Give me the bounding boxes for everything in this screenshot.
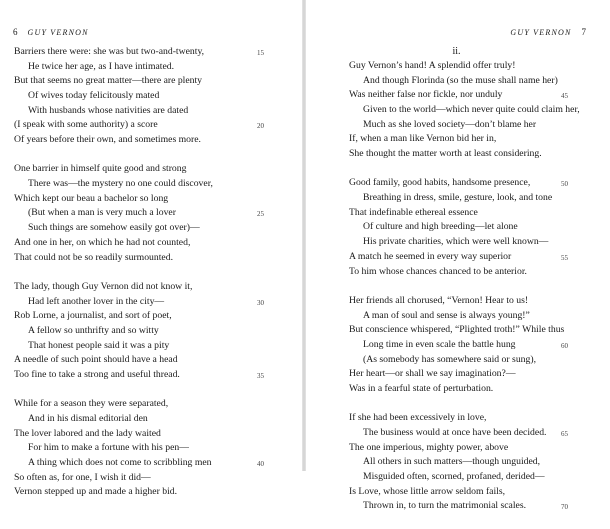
- poem-line: [349, 309, 564, 324]
- poem-line-text: Which kept our beau a bachelor so long: [14, 192, 169, 204]
- poem-line: [349, 353, 564, 368]
- poem-line-text: One barrier in himself quite good and strong: [14, 163, 187, 175]
- poem-line: [349, 411, 564, 426]
- poem-line-text: Breathing in dress, smile, gesture, look, and tone: [363, 192, 553, 204]
- line-number: 30: [257, 298, 264, 307]
- poem-line: [14, 162, 264, 177]
- poem-line: [14, 471, 264, 486]
- poem-line-text: Of culture and high breeding—let alone: [363, 221, 518, 233]
- stanza: [349, 176, 568, 279]
- poem-line-text: Had left another lover in the city—: [28, 295, 165, 307]
- poem-line-text: Is Love, whose little arrow seldom fails,: [349, 485, 506, 497]
- poem-line-text: If, when a man like Vernon bid her in,: [349, 133, 497, 145]
- poem-line-text: A thing which does not come to scribbling men: [28, 456, 212, 468]
- poem-line-text: The lover labored and the lady waited: [14, 427, 161, 439]
- line-number: 70: [561, 503, 568, 512]
- line-number: 15: [257, 49, 264, 57]
- poem-line: [349, 147, 564, 162]
- poem-line-text: There was—the mystery no one could discover,: [28, 178, 213, 190]
- poem-line: [14, 89, 264, 104]
- poem-line: [349, 470, 564, 485]
- poem-line: [349, 103, 580, 118]
- poem-line-text: So often as, for one, I wish it did—: [14, 471, 151, 483]
- poem-line: [349, 382, 564, 397]
- line-number: 55: [561, 253, 568, 262]
- poem-line-text: Was neither false nor fickle, nor unduly: [349, 89, 503, 101]
- poem-line-text: Her friends all chorused, “Vernon! Hear to us!: [349, 294, 529, 306]
- poem-line-text: Thrown in, to turn the matrimonial scales.: [363, 500, 527, 512]
- poem-line: [14, 251, 264, 266]
- poem-line: [349, 220, 564, 235]
- poem-line: [349, 206, 564, 221]
- poem-line: [14, 45, 264, 60]
- poem-line-text: (But when a man is very much a lover: [28, 207, 176, 219]
- poem-line: [14, 441, 264, 456]
- stanza: [349, 294, 568, 397]
- left-page-number: 6: [13, 27, 18, 37]
- poem-line: [14, 456, 264, 471]
- poem-line: [14, 118, 264, 133]
- poem-line: [14, 427, 264, 442]
- poem-line-text: But that seems no great matter—there are plenty: [14, 75, 203, 87]
- poem-line-text: Guy Vernon’s hand! A splendid offer truly!: [349, 60, 516, 71]
- poem-line-text: Too fine to take a strong and useful thread.: [14, 368, 180, 380]
- poem-line-text: And one in her, on which he had not counted,: [14, 236, 191, 248]
- poem-line-text: Rob Lorne, a journalist, and sort of poet,: [14, 310, 172, 322]
- poem-line: [349, 191, 564, 206]
- left-running-head: [13, 27, 89, 37]
- poem-line: [349, 367, 564, 382]
- poem-line: [349, 338, 568, 353]
- poem-line: [349, 74, 564, 89]
- poem-line-text: Much as she loved society—don’t blame her: [363, 118, 537, 130]
- poem-line-text: While for a season they were separated,: [14, 398, 169, 410]
- poem-line-text: That could not be so readily surmounted.: [14, 251, 174, 263]
- poem-line: [349, 235, 564, 250]
- line-number: 45: [561, 92, 568, 101]
- poem-line: [349, 176, 568, 191]
- poem-line-text: Was in a fearful state of perturbation.: [349, 382, 494, 394]
- stanza: [14, 162, 264, 265]
- poem-line-text: And in his dismal editorial den: [28, 412, 148, 424]
- line-number: 65: [561, 429, 568, 438]
- poem-line: [349, 441, 564, 456]
- poem-line: [14, 236, 264, 251]
- poem-line: [14, 221, 264, 236]
- poem-line: [349, 265, 564, 280]
- poem-line-text: But conscience whispered, “Plighted troth!” While thus: [349, 324, 565, 336]
- poem-line-text: The business would at once have been decided.: [363, 426, 547, 438]
- line-number: 60: [561, 341, 568, 350]
- right-page: [306, 0, 610, 512]
- poem-line-text: A man of soul and sense is always young!”: [363, 309, 530, 321]
- right-page-number: 7: [581, 27, 586, 37]
- poem-line-text: That honest people said it was a pity: [28, 339, 170, 351]
- poem-line: [349, 426, 568, 441]
- poem-line-text: Such things are somehow easily got over)—: [28, 222, 200, 234]
- poem-line-text: A match he seemed in every way superior: [349, 250, 512, 262]
- line-number: 20: [257, 122, 264, 131]
- poem-line-text: A fellow so unthrifty and so witty: [28, 324, 159, 336]
- poem-line: [349, 118, 564, 133]
- poem-line-text: With husbands whose nativities are dated: [28, 104, 189, 116]
- poem-line-text: Her heart—or shall we say imagination?—: [349, 368, 516, 380]
- poem-line: [14, 353, 264, 368]
- poem-line-text: Good family, good habits, handsome presence,: [349, 177, 531, 189]
- right-running-title: GUY VERNON: [510, 28, 572, 37]
- poem-line-text: Of years before their own, and sometimes more.: [14, 134, 201, 146]
- poem-line-text: A needle of such point should have a head: [14, 354, 178, 366]
- poem-line-text: Misguided often, scorned, profaned, derided—: [363, 470, 545, 482]
- poem-line: [14, 339, 264, 354]
- poem-line-text: All others in such matters—though unguided,: [363, 456, 541, 468]
- poem-line-text: Given to the world—which never quite could claim her,: [363, 104, 580, 116]
- poem-line: [14, 295, 264, 310]
- poem-line-text: If she had been excessively in love,: [349, 412, 487, 424]
- right-poem-body: [349, 45, 580, 529]
- right-running-head: [510, 27, 586, 37]
- poem-line: [349, 59, 564, 74]
- poem-line: [14, 309, 264, 324]
- poem-line-text: Long time in even scale the battle hung: [363, 338, 516, 350]
- poem-line-text: For him to make a fortune with his pen—: [28, 442, 189, 454]
- poem-line-text: (As somebody has somewhere said or sung),: [363, 353, 536, 365]
- poem-line: [14, 280, 264, 295]
- poem-line-text: Vernon stepped up and made a higher bid.: [14, 486, 178, 498]
- poem-line: [14, 206, 264, 221]
- poem-line: [349, 88, 568, 103]
- stanza: [349, 59, 580, 162]
- poem-line: [14, 412, 264, 427]
- poem-line: [14, 133, 264, 148]
- stanza: [14, 45, 264, 148]
- left-running-title: GUY VERNON: [27, 28, 89, 37]
- line-number: 40: [257, 459, 264, 468]
- poem-line: [349, 455, 564, 470]
- line-number: 50: [561, 180, 568, 189]
- stanza: [14, 280, 264, 383]
- section-number: ii.: [452, 46, 461, 57]
- poem-line: [14, 397, 264, 412]
- poem-line-text: And though Florinda (so the muse shall name her): [363, 74, 558, 86]
- poem-line-text: The one imperious, mighty power, above: [349, 441, 509, 453]
- left-poem-body: [14, 45, 264, 515]
- poem-line: [14, 368, 264, 383]
- poem-line-text: To him whose chances chanced to be anterior.: [349, 265, 527, 277]
- poem-line-text: Of wives today felicitously mated: [28, 90, 160, 102]
- poem-line: [14, 192, 264, 207]
- poem-line: [14, 485, 264, 500]
- poem-line-text: He twice her age, as I have intimated.: [28, 60, 175, 72]
- poem-line: [349, 485, 564, 500]
- poem-line: [349, 294, 564, 309]
- poem-line-text: That indefinable ethereal essence: [349, 206, 478, 218]
- poem-line-text: She thought the matter worth at least considering.: [349, 148, 542, 160]
- stanza: [14, 397, 264, 500]
- poem-line-text: Barriers there were: she was but two-and-twenty,: [14, 46, 205, 57]
- poem-line: [349, 323, 564, 338]
- left-page: [0, 0, 302, 498]
- poem-line-text: His private charities, which were well known—: [363, 236, 549, 248]
- poem-line: [14, 74, 264, 89]
- poem-line: [349, 499, 568, 514]
- poem-line-text: (I speak with some authority) a score: [14, 119, 158, 131]
- stanza: [349, 411, 568, 514]
- line-number: 35: [257, 371, 264, 380]
- poem-line: [14, 177, 264, 192]
- line-number: 25: [257, 210, 264, 219]
- poem-line: [14, 104, 264, 119]
- poem-line: [14, 60, 264, 75]
- poem-line: [349, 250, 568, 265]
- poem-line-text: The lady, though Guy Vernon did not know it,: [14, 280, 193, 292]
- poem-line: [14, 324, 264, 339]
- poem-line: [349, 132, 564, 147]
